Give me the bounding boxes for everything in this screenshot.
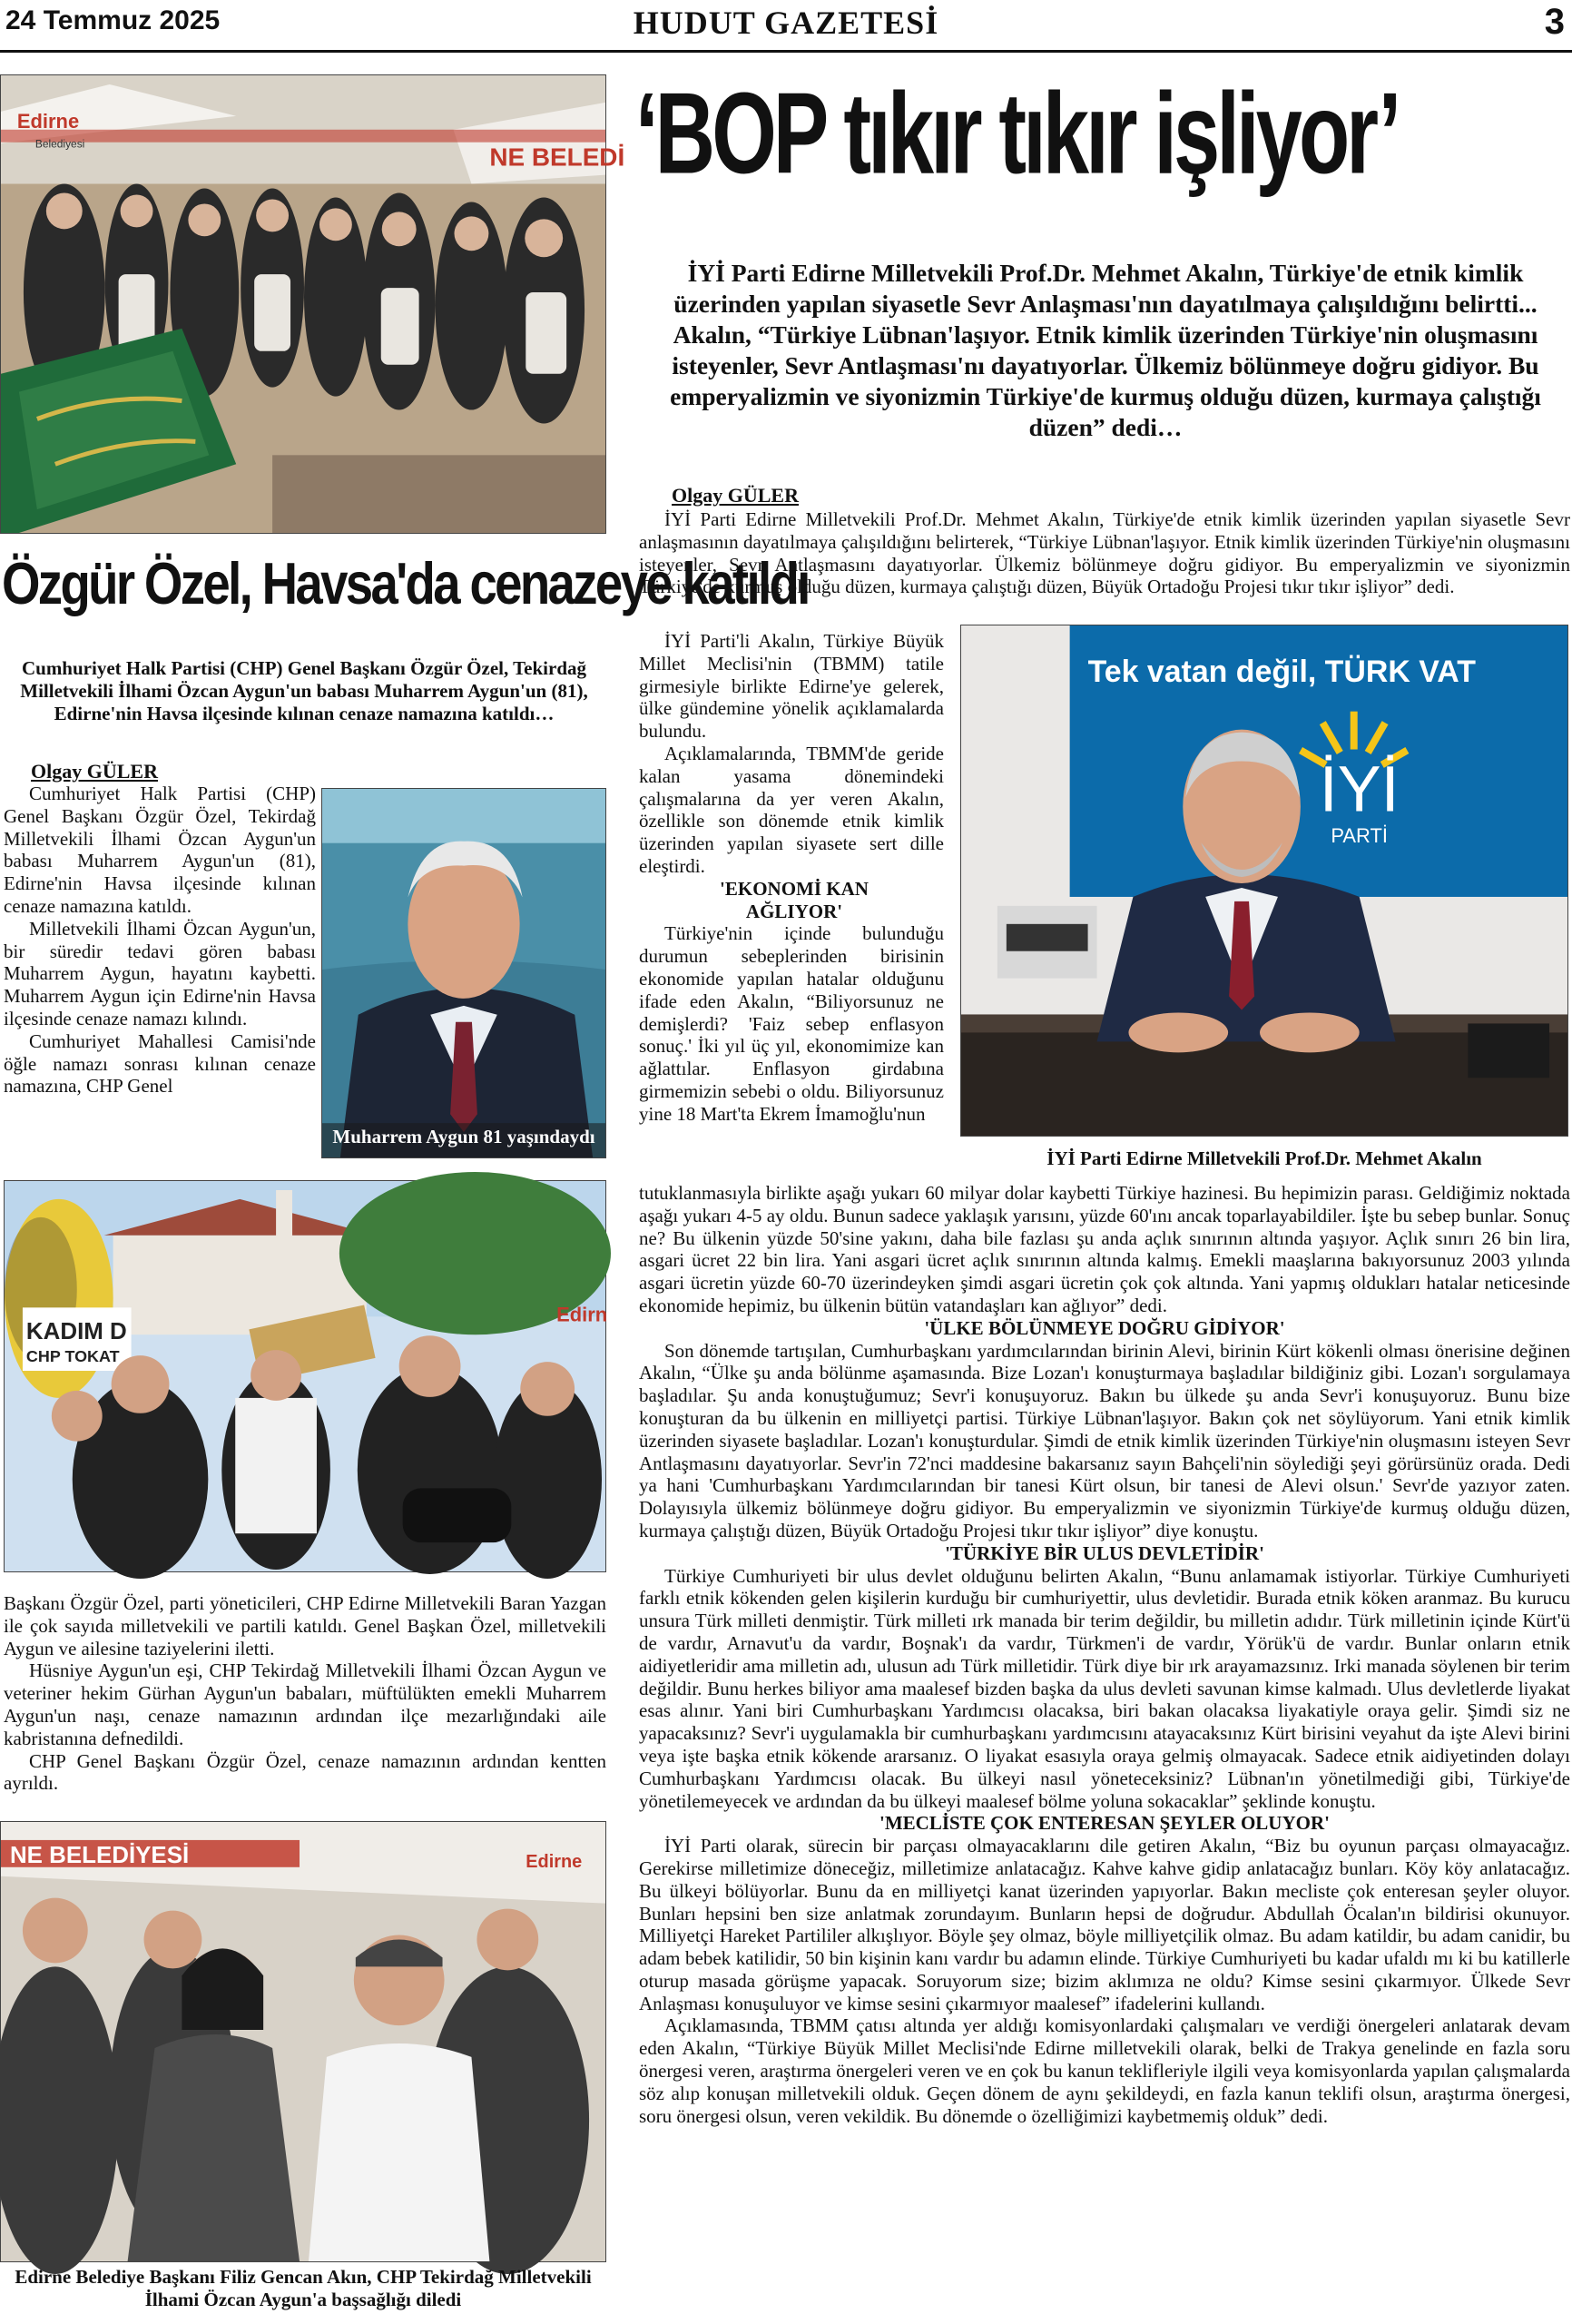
section-heading-ekonomi: 'EKONOMİ KAN AĞLIYOR': [720, 877, 869, 922]
right-deck: İYİ Parti Edirne Milletvekili Prof.Dr. Mehmet Akalın, Türkiye'de etnik kimlik üzerinden yapılan siyasetle Sevr Anlaşması'nın dayatılmaya çalışıldığını belirtti... Akalın, “Türkiye Lübnan'laşıyor. Etnik kimlik üzerinden Türkiye'nin oluşmasını isteyenler, Sevr Antlaşması'nı dayatıyorlar. Ülkemiz bölünmeye doğru gidiyor. Bu emperyalizmin ve siyonizmin Türkiye'de kurmuş olduğu düzen, kurmaya çalıştığı düzen” dedi…: [670, 259, 1541, 441]
tent-label-belediyesi: Belediyesi: [34, 137, 85, 151]
paper-name: HUDUT GAZETESİ: [633, 5, 939, 41]
section-heading-bolunme: 'ÜLKE BÖLÜNMEYE DOĞRU GİDİYOR': [924, 1316, 1285, 1339]
portrait-photo: [321, 788, 606, 1158]
right-narrow-text: [639, 630, 944, 1126]
right-narrow-paragraph: Türkiye'nin içinde bulunduğu durumun sebeplerinden birisinin ekonomide yapılan hatalar olduğunu ifade eden Akalın, “Biliyorsunuz ne demişlerdi? 'Faiz sebep enflasyon sonuç.' İki yıl üç yıl, ekonomimize kan ağlattılar. Enflasyon girdabına girmemizin sebebi o oldu. Biliyorsunuz yine 18 Mart'ta Ekrem İmamoğlu'nun: [639, 922, 944, 1125]
funeral-prayer-photo: [0, 74, 625, 534]
left-col-paragraph: Milletvekili İlhami Özcan Aygun'un, bir süredir tedavi gören babası Muharrem Aygun, hayatını kaybetti. Muharrem Aygun için Edirne'nin Havsa ilçesinde cenaze namazı kılındı.: [4, 917, 316, 1029]
section-heading-meclis: 'MECLİSTE ÇOK ENTERESAN ŞEYLER OLUYOR': [879, 1812, 1330, 1835]
condolence-photo: [0, 1821, 606, 2262]
right-wide-paragraph: İYİ Parti olarak, sürecin bir parçası olmayacaklarını dile getiren Akalın, “Biz bu oyunun parçası olmayacağız. Gerekirse milletimize döneceğiz, milletimize anlatacağız. Kahve kahve gidip anlatacağız bunları. Köy köy anlatacağız. Bu ülkeyi bölüyorlar. Bunu da en milliyetçi kanat üzerinden yapıyorlar. Bakın mecliste çok enteresan şeyler oluyor. Bunları hepsini ben size anlatmak zorundayım. Bunların hepsi de doğrudur. Abdullah Öcalan'ın bildirisi okunuyor. Milliyetçi Hareket Partililer alkışlıyor. Böyle şey olmaz, böyle milliyetçilik olmaz. Bu adam katildir, bu adam canidir, bu adam bebek katilidir, 50 bin kişinin kanı vardır bu adamın elinde. Türkiye Cumhuriyeti bu kadar ufaldı mı ki bu katillerle oturup masada görüşme yapacak. Soruyorum size; bizim aklımıza ne oldu? Kimse sesini çıkarmıyor. Ülkede Sevr Anlaşması konuşuluyor ve kimse sesini çıkarmıyor maalesef” ifadelerini kullandı.: [639, 1835, 1570, 2014]
tent-label-edirn: Edirn: [556, 1303, 608, 1326]
left-full-paragraph: Hüsniye Aygun'un eşi, CHP Tekirdağ Milletvekili İlhami Özcan Aygun ve veteriner hekim Gürhan Aygun'un babaları, müftülükten emekli Muharrem Aygun'un naşı, cenaze namazının ardından ilçe mezarlığındaki aile kabristanına defnedildi.: [4, 1659, 606, 1749]
left-byline: Olgay GÜLER: [31, 760, 158, 783]
section-heading-ulus-devleti: 'TÜRKİYE BİR ULUS DEVLETİDİR': [945, 1541, 1264, 1564]
right-wide-text: [639, 1182, 1570, 2127]
right-wide-paragraph: Açıklamasında, TBMM çatısı altında yer aldığı komisyonlardaki çalışmaları ve verdiği önergeleri anlatarak devam eden Akalın, “Türkiye Büyük Millet Meclisi'nde Edirne milletvekili olarak, belki de Trakya genelinde en fazla soru önergesi veren, araştırma önergeleri veren ve en çok bu kanun teklifleriyle ilgili veya komisyonlarda yapılan çalışmalarda söz alıp konuşan milletvekili olduk. Geçen dönem de aynı şekildeydi, en fazla kanun teklifi olsun, araştırma önergesi, soru önergesi olsun, veren vekildik. Bu dönemde o özelliğimizi kaybetmemiş olduk” dedi.: [639, 2014, 1570, 2127]
party-logo-subtext: PARTİ: [1331, 824, 1388, 848]
left-full-paragraph: Başkanı Özgür Özel, parti yöneticileri, CHP Edirne Milletvekili Baran Yazgan ile çok sayıda milletvekili ve partili katıldı. Genel Başkan Özel, milletvekili Aygun ve ailesine taziyelerini iletti.: [4, 1592, 606, 1659]
right-narrow-paragraph: Açıklamalarında, TBMM'de geride kalan yasama dönemindeki çalışmalarına da yer veren Akalın, özellikle son dönemde etnik kimlik üzerinden yapılan siyasete sert dille eleştirdi.: [639, 742, 944, 877]
tent-label-edirne-2: Edirne: [526, 1851, 583, 1872]
tent-label-belediyesi-2: NE BELEDİYESİ: [9, 1842, 190, 1868]
left-full-paragraph: CHP Genel Başkanı Özgür Özel, cenaze namazının ardından kentten ayrıldı.: [4, 1749, 606, 1795]
right-headline: ‘BOP tıkır tıkır işliyor’: [635, 69, 1399, 199]
portrait-caption: Muharrem Aygun 81 yaşındaydı: [332, 1126, 595, 1147]
tent-label-edirne: Edirne: [16, 109, 80, 133]
masthead-rule: [0, 50, 1572, 53]
wreath-label: KADIM D: [25, 1319, 127, 1345]
right-byline: Olgay GÜLER: [672, 484, 799, 507]
right-wide-paragraph: Son dönemde tartışılan, Cumhurbaşkanı yardımcılarından birinin Alevi, birinin Kürt kökenli olması önerisine değinen Akalın, “Ülke şu anda bölünme aşamasında. Bize Lozan'ı konuşturmaya başladılar bildiğiniz gibi. Lozan'ı sorgulamaya başladılar. Şu anda konuştuğumuz; Sevr'i konuşuyoruz. Bakın bu ülkede şu anda Sevr'i konuşuyoruz. Bunu bize konuşturan da bu ülkenin en milliyetçi partisi. Türkiye Lübnan'laşıyor. Bakın çok net söylüyorum. Yani etnik kimlik üzerinden siyasete başladılar. Lozan'ı konuşturdular. Şimdi de etnik kimlik üzerinden Türkiye'nin oluşmasını isteyen Sevr Antlaşmasını dayatıyorlar. Sevr'in 72'nci maddesine bakarsanız sayın Bahçeli'nin söylediği şeyi görürsünüz orada. Dedi ya hani 'Cumhurbaşkanı Yardımcılarından bir tanesi Kürt olsun, bir tanesi de Alevi olsun.' Sevr'de yazıyor zaten. Dolayısıyla ülkemiz bölünmeye doğru gidiyor. Bu emperyalizmin ve siyonizmin Türkiye'de kurmuş olduğu düzen, kurmaya çalıştığı düzen, Büyük Ortadoğu Projesi tıkır tıkır işliyor” diye konuştu.: [639, 1339, 1570, 1541]
left-col-text: [4, 783, 316, 1098]
right-intro-paragraph: İYİ Parti Edirne Milletvekili Prof.Dr. Mehmet Akalın, Türkiye'de etnik kimlik üzerinden yapılan siyasetle Sevr anlaşmasının dayatılmaya çalışıldığını belirterek, “Türkiye Lübnan'laşıyor. Etnik kimlik üzerinden Türkiye'nin oluşmasını isteyenler, Sevr Antlaşmasını dayatıyorlar. Ülkemiz bölünmeye doğru gidiyor. Bu emperyalizmin ve siyonizmin Türkiye'de kurmuş olduğu düzen, kurmaya çalıştığı düzen, Büyük Ortadoğu Projesi tıkır tıkır işliyor” dedi.: [639, 508, 1570, 598]
tent-label-belediye: NE BELEDİ: [489, 143, 625, 172]
left-col-paragraph: Cumhuriyet Mahallesi Camisi'nde öğle namazı sonrası kılınan cenaze namazına, CHP Genel: [4, 1029, 316, 1098]
party-logo-text: İYİ: [1319, 753, 1400, 826]
left-full-text: [4, 1592, 606, 1795]
left-lead: Cumhuriyet Halk Partisi (CHP) Genel Başkanı Özgür Özel, Tekirdağ Milletvekili İlhami Özcan Aygun'un babası Muharrem Aygun'un (81), Edirne'nin Havsa ilçesinde kılınan cenaze namazına katıldı…: [20, 657, 588, 724]
wreath-label-2: CHP TOKAT: [25, 1347, 120, 1366]
condolence-caption: Edirne Belediye Başkanı Filiz Gencan Akın, CHP Tekirdağ Milletvekili İlhami Özcan Aygun'a başsağlığı diledi: [15, 2266, 592, 2310]
right-wide-paragraph: Türkiye Cumhuriyeti bir ulus devlet olduğunu belirten Akalın, “Bunu anlamamak istiyorlar. Türkiye Cumhuriyeti farklı etnik kökenden gelen kişilerin kurduğu bir cumhuriyettir, ulus devletidir. Burada etnik köken aranmaz. Bu kurucu unsura Türk milleti denmiştir. Türk milleti ırk manada bir terim değildir, bu milletin adıdır. Türk milletinin içinde Kürt'ü de vardır, Arnavut'u da vardır, Boşnak'ı da vardır, Türkmen'i de vardır, Yörük'ü de vardır. Bunlar onların etnik aidiyetleridir ama milletin adı, ulusun adı Türk milletidir. Türk diye bir ırk arayamazsınız. Irki manada söylenen bir terim değildir. Bunu herkes biliyor ama maalesef bizden başka da ulus devleti savunan kimse kalmadı. Ulus devletlerde liyakat esas alınır. Yani biri Cumhurbaşkanı Yardımcısı olacaksa, biri bakan olacaksa liyakatiyle oraya gelir. Şimdi siz ne yapacaksınız? Sevr'i uygulamakla bir cumhurbaşkanı yardımcısını atayacaksınız Kürt birisini veyahut da işte Alevi birini veya işte başka etnik kökende ararsanız. O liyakat esasıyla oraya gelmiş olmayacak. Sadece etnik aidiyetinden dolayı Cumhurbaşkanı Yardımcısı olacak. Bu ülkeyi nasıl yöneteceksiniz? Lübnan'ın yönetilmediği gibi, Türkiye'de yönetilemeyecek ve ardından da bu ülkeyi maalesef bölme yoluna sokacaklar” şeklinde konuştu.: [639, 1564, 1570, 1812]
right-intro: [639, 508, 1570, 598]
right-narrow-paragraph: İYİ Parti'li Akalın, Türkiye Büyük Millet Meclisi'nin (TBMM) tatile girmesiyle birlikte Edirne'ye gelerek, ülke gündemine yönelik açıklamalarda bulundu.: [639, 630, 944, 743]
page-number: 3: [1544, 2, 1565, 42]
left-col-paragraph: Cumhuriyet Halk Partisi (CHP) Genel Başkanı Özgür Özel, Tekirdağ Milletvekili İlhami Özcan Aygun'un babası Muharrem Aygun'un (81), Edirne'nin Havsa ilçesinde kılınan cenaze namazına katıldı.: [4, 783, 316, 917]
right-wide-paragraph: tutuklanmasıyla birlikte aşağı yukarı 60 milyar dolar kaybetti Türkiye hazinesi. Bu hepimizin parası. Geldiğimiz noktada aşağı yukarı 4-5 ay oldu. Bunun sadece yaklaşık yarısını, yüzde 60'ını ancak toparlayabildiler. İşte bu sebep bunlar. Sonuç ne? Bu ülkenin yüzde 50'sine yakını, daha bile fazlası şu anda açlık sınırının altında yaşıyor. Açlık sınırı 26 bin lira, asgari ücret 22 bin lira. Yani asgari ücret açlık sınırının altında kalmış. Emekli maaşlarına bakıyorsunuz 2003 yılında asgari ücretin yüzde 60-70 üzerindeyken şimdi asgari ücretin çok çok altında. Yani yapmış oldukları hatalar neticesinde ekonomide hepimiz, bu ülkenin bütün vatandaşları kan ağlıyor” dedi.: [639, 1182, 1570, 1316]
politician-caption: İYİ Parti Edirne Milletvekili Prof.Dr. Mehmet Akalın: [1046, 1147, 1482, 1169]
issue-date: 24 Temmuz 2025: [5, 5, 221, 35]
coffin-carry-photo: [4, 1180, 606, 1572]
left-headline: Özgür Özel, Havsa'da cenazeye katıldı: [2, 551, 809, 617]
banner-slogan: Tek vatan değil, TÜRK VAT: [1087, 654, 1476, 689]
politician-photo: [960, 625, 1568, 1137]
